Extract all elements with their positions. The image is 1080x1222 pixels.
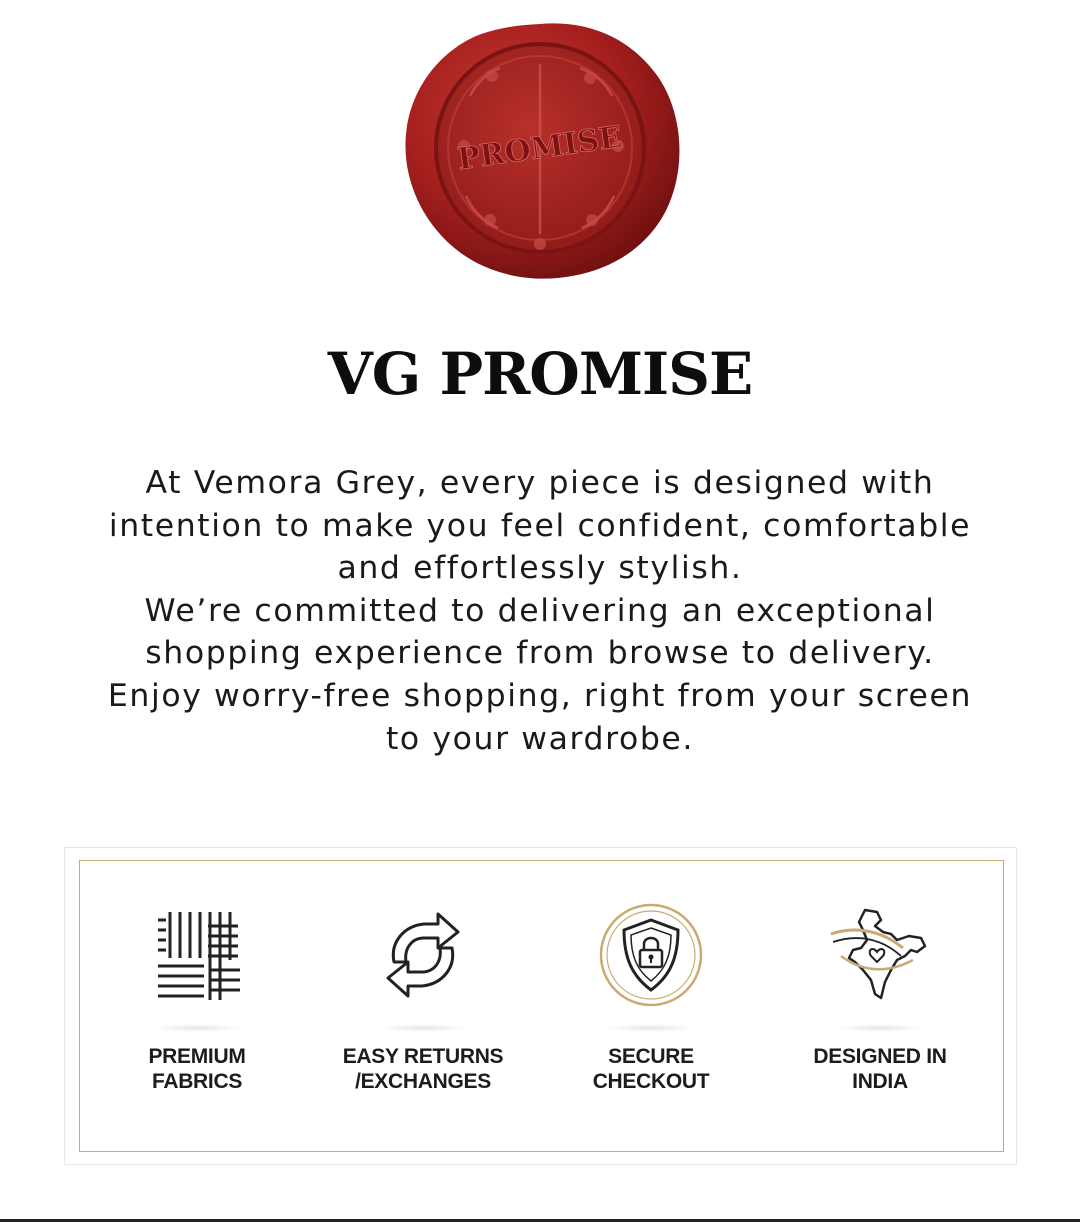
feature-label-line1: SECURE bbox=[608, 1045, 694, 1068]
feature-label bbox=[541, 1044, 761, 1094]
feature-label-line1: PREMIUM bbox=[148, 1045, 246, 1068]
feature-label-line2: /EXCHANGES bbox=[355, 1070, 491, 1093]
description-line: intention to make you feel confident, comfortable bbox=[108, 507, 972, 544]
feature-label-line1: EASY RETURNS bbox=[342, 1045, 504, 1068]
shield-lock-icon bbox=[596, 900, 706, 1010]
feature-label bbox=[87, 1044, 307, 1094]
india-map-icon bbox=[825, 900, 935, 1010]
description-line: and effortlessly stylish. bbox=[337, 550, 743, 587]
page-title: VG PROMISE bbox=[327, 340, 753, 408]
icon-shadow bbox=[835, 1024, 925, 1032]
icon-shadow bbox=[378, 1024, 468, 1032]
feature-label-line2: CHECKOUT bbox=[592, 1070, 710, 1093]
seal-text: PROMISE bbox=[455, 119, 624, 178]
refresh-arrows-icon bbox=[368, 900, 478, 1010]
feature-secure-checkout bbox=[541, 900, 761, 1094]
description-line: At Vemora Grey, every piece is designed with bbox=[145, 465, 935, 501]
feature-label bbox=[770, 1044, 990, 1094]
icon-shadow bbox=[606, 1024, 696, 1032]
description-line: shopping experience from browse to delivery. bbox=[145, 635, 935, 672]
description-line: Enjoy worry-free shopping, right from your screen bbox=[107, 677, 973, 714]
feature-label-line2: INDIA bbox=[852, 1070, 908, 1093]
feature-designed-in-india bbox=[770, 900, 990, 1094]
icon-shadow bbox=[152, 1024, 242, 1032]
wax-seal-image bbox=[380, 6, 700, 286]
feature-easy-returns bbox=[313, 900, 533, 1094]
feature-label-line1: DESIGNED IN bbox=[813, 1045, 947, 1068]
fabric-weave-icon bbox=[142, 900, 252, 1010]
feature-label bbox=[313, 1044, 533, 1094]
feature-label-line2: FABRICS bbox=[151, 1070, 243, 1093]
feature-premium-fabrics bbox=[87, 900, 307, 1094]
description-line: to your wardrobe. bbox=[385, 720, 695, 757]
description-line: We’re committed to delivering an exceptional bbox=[144, 592, 936, 629]
promise-description bbox=[60, 462, 1020, 760]
